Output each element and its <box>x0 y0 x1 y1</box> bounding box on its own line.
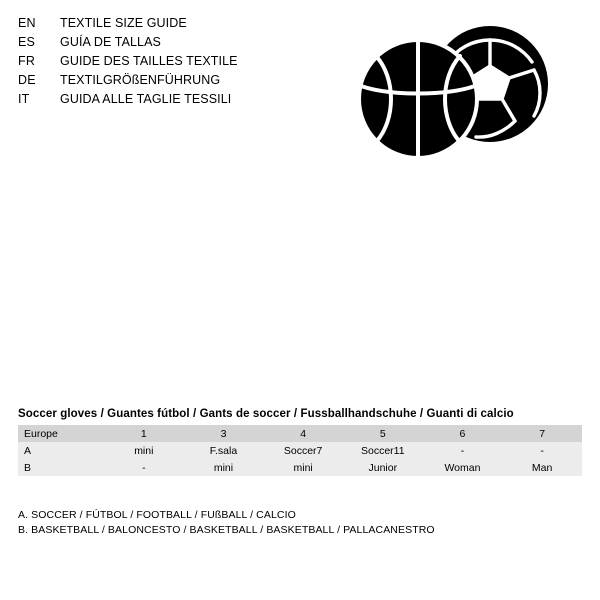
table-header-cell: 6 <box>423 425 503 442</box>
language-row-de <box>18 71 338 90</box>
language-code: EN <box>18 16 36 30</box>
table-row <box>18 459 582 476</box>
size-table <box>18 425 582 476</box>
language-label: TEXTILGRÖßENFÜHRUNG <box>60 73 221 87</box>
language-row-fr <box>18 52 338 71</box>
table-cell: mini <box>104 442 184 459</box>
table-header-cell: 1 <box>104 425 184 442</box>
table-cell: - <box>104 459 184 476</box>
table-cell: B <box>18 459 104 476</box>
table-cell: Man <box>502 459 582 476</box>
language-row-es <box>18 33 338 52</box>
table-cell: Junior <box>343 459 423 476</box>
legend-line-b: B. BASKETBALL / BALONCESTO / BASKETBALL / BASKETBALL / PALLACANESTRO <box>18 524 435 536</box>
table-cell: - <box>423 442 503 459</box>
language-row-it <box>18 90 338 109</box>
table-header-cell: 3 <box>184 425 264 442</box>
language-label: GUIDA ALLE TAGLIE TESSILI <box>60 92 232 106</box>
table-cell: Woman <box>423 459 503 476</box>
language-row-en <box>18 14 338 33</box>
table-cell: Soccer7 <box>263 442 343 459</box>
table-row <box>18 442 582 459</box>
table-header-cell: Europe <box>18 425 104 442</box>
language-label: TEXTILE SIZE GUIDE <box>60 16 187 30</box>
language-label: GUÍA DE TALLAS <box>60 35 161 49</box>
table-cell: A <box>18 442 104 459</box>
table-header-row <box>18 425 582 442</box>
table-cell: mini <box>184 459 264 476</box>
table-header-cell: 4 <box>263 425 343 442</box>
language-code: ES <box>18 35 36 49</box>
basketball-icon <box>359 40 477 158</box>
legend <box>18 508 582 538</box>
table-cell: mini <box>263 459 343 476</box>
legend-line-a: A. SOCCER / FÚTBOL / FOOTBALL / FUßBALL / CALCIO <box>18 509 296 521</box>
table-cell: F.sala <box>184 442 264 459</box>
table-cell: - <box>502 442 582 459</box>
table-title: Soccer gloves / Guantes fútbol / Gants de soccer / Fussballhandschuhe / Guanti di calcio <box>18 408 514 420</box>
language-code: FR <box>18 54 36 68</box>
table-header-cell: 5 <box>343 425 423 442</box>
language-code: IT <box>18 92 30 106</box>
language-code: DE <box>18 73 36 87</box>
table-cell: Soccer11 <box>343 442 423 459</box>
language-list <box>18 14 338 109</box>
table-header-cell: 7 <box>502 425 582 442</box>
size-table-section <box>18 408 582 476</box>
language-label: GUIDE DES TAILLES TEXTILE <box>60 54 238 68</box>
ball-illustration <box>352 22 562 167</box>
